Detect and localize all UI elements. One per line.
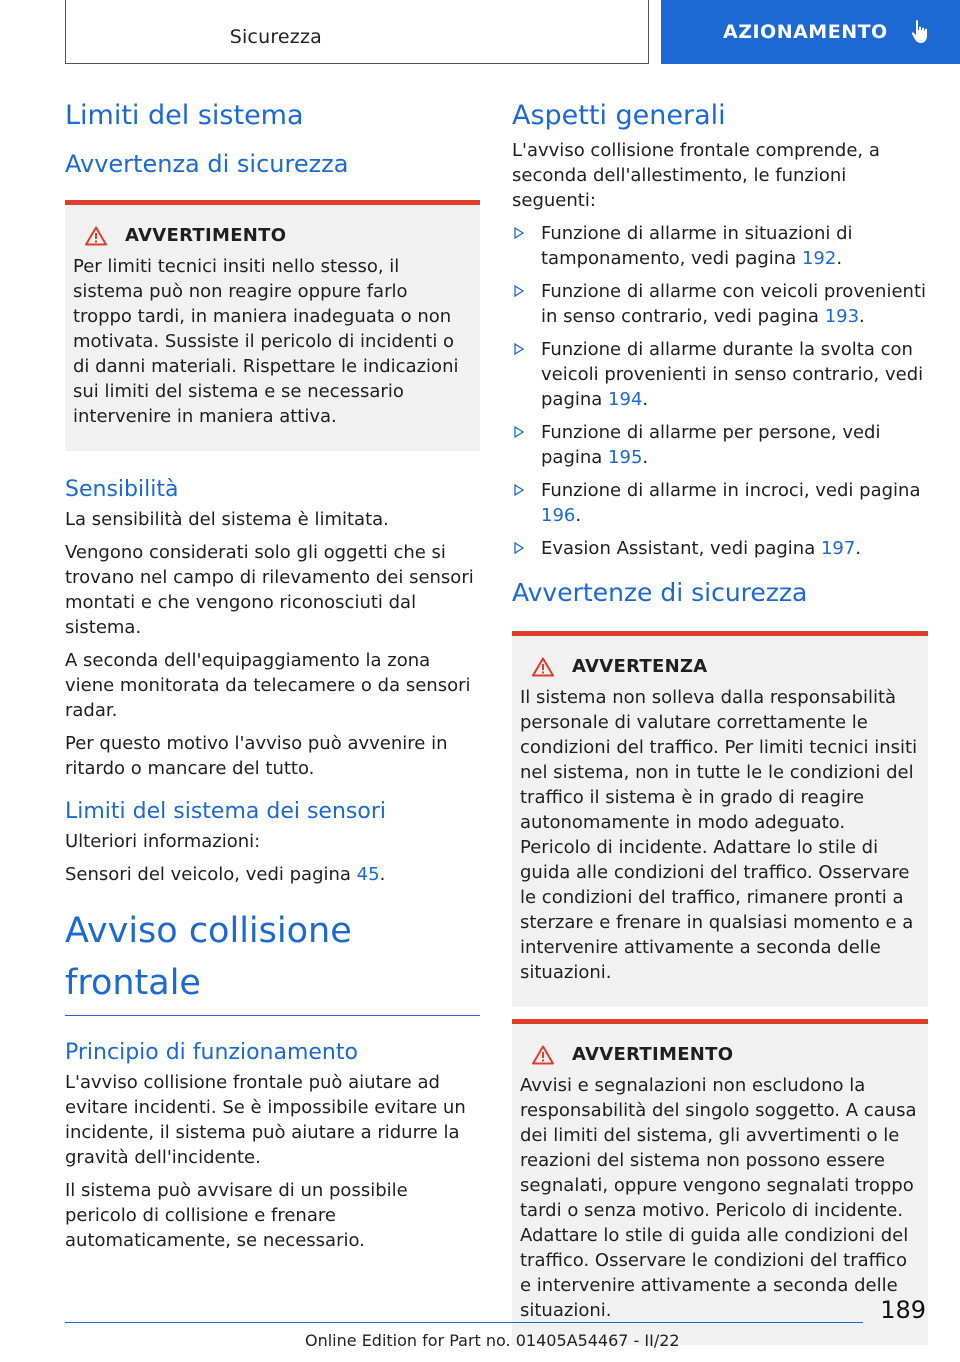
warning-box [512,1019,928,1345]
bullet-triangle-icon [514,343,524,355]
hand-pointer-icon [910,19,934,45]
list-item: Funzione di allarme in situazioni di tamponamento, vedi pagina 192. [512,221,928,271]
paragraph-sensors: Sensori del veicolo, vedi pagina 45. [65,864,386,885]
page-link-195[interactable]: 195 [608,447,643,468]
left-column [65,96,480,1261]
bullet-triangle-icon [514,426,524,438]
warning-text: Avvisi e segnalazioni non escludono la responsabilità del singolo soggetto. A causa dei limiti del sistema, gli avvertimenti o le reazioni del sistema non possono essere segnalati, oppure vengono segnalati troppo tardi o senza motivo. Pericolo di incidente. Adattare lo stile di guida alle condizioni del traffico. Osservare le condizioni del traffico e intervenire attivamente a seconda delle situazioni. [520,1075,917,1321]
warning-triangle-icon [85,226,107,246]
bullet-triangle-icon [514,285,524,297]
heading-frontal-collision: Avviso collisione frontale [65,905,480,1016]
warning-box [512,631,928,1007]
footer-divider [65,1322,863,1323]
paragraph: Per questo motivo l'avviso può avvenire in ritardo o mancare del tutto. [65,733,448,779]
heading-sensor-limits: Limiti del sistema dei sensori [65,799,386,824]
list-item: Funzione di allarme per persone, vedi pagina 195. [512,420,928,470]
warning-box [65,200,480,451]
paragraph: Ulteriori informazioni: [65,831,261,852]
bullet-triangle-icon [514,227,524,239]
function-list [512,221,928,561]
page-link-45[interactable]: 45 [356,864,380,885]
heading-safety-notes: Avvertenze di sicurezza [512,578,808,607]
warning-title: AVVERTENZA [572,656,708,677]
page-link-197[interactable]: 197 [820,538,856,559]
heading-system-limits: Limiti del sistema [65,100,304,131]
bullet-triangle-icon [514,542,524,554]
heading-sensitivity: Sensibilità [65,477,179,502]
paragraph: Il sistema può avvisare di un possibile pericolo di collisione e frenare automaticamente, se necessario. [65,1180,408,1251]
warning-triangle-icon [532,1045,554,1065]
page-link-194[interactable]: 194 [608,389,643,410]
list-item: Funzione di allarme in incroci, vedi pagina 196. [512,478,928,528]
list-item: Funzione di allarme con veicoli provenienti in senso contrario, vedi pagina 193. [512,279,928,329]
bullet-triangle-icon [514,484,524,496]
warning-title: AVVERTIMENTO [125,225,287,246]
warning-title: AVVERTIMENTO [572,1044,734,1065]
page-number: 189 [880,1296,926,1324]
page-link-196[interactable]: 196 [541,505,576,526]
list-item: Evasion Assistant, vedi pagina 197. [512,536,928,561]
heading-operating-principle: Principio di funzionamento [65,1040,358,1065]
paragraph: La sensibilità del sistema è limitata. [65,509,389,530]
warning-text: Per limiti tecnici insiti nello stesso, il sistema può non reagire oppure farlo troppo tardi, in maniera inadeguata o non motivata. Sussiste il pericolo di incidenti o di danni materiali. Rispettare le indicazioni sui limiti del sistema e se necessario intervenire in maniera attiva. [73,256,459,427]
list-item: Funzione di allarme durante la svolta con veicoli provenienti in senso contrario, vedi pagina 194. [512,337,928,412]
page-link-193[interactable]: 193 [824,306,860,327]
paragraph: L'avviso collisione frontale può aiutare ad evitare incidenti. Se è impossibile evitare un incidente, il sistema può aiutare a ridurre la gravità dell'incidente. [65,1072,466,1168]
tab-azionamento[interactable] [661,0,960,64]
paragraph: L'avviso collisione frontale comprende, a seconda dell'allestimento, le funzioni seguenti: [512,140,880,211]
page-link-192[interactable]: 192 [801,248,837,269]
warning-triangle-icon [532,657,554,677]
paragraph: A seconda dell'equipaggiamento la zona viene monitorata da telecamere o da sensori radar. [65,650,471,721]
section-title: Sicurezza [229,26,322,48]
tab-label: AZIONAMENTO [723,21,888,43]
warning-text: Il sistema non solleva dalla responsabilità personale di valutare correttamente le condizioni del traffico. Per limiti tecnici insiti nel sistema, non in tutte le le condizioni del traffico il sistema è in grado di reagire autonomamente in modo adeguato. Pericolo di incidente. Adattare lo stile di guida alle condizioni del traffico. Osservare le condizioni del traffico, rimanere pronti a sterzare e frenare in qualsiasi momento e a intervenire attivamente a seconda delle situazioni. [520,687,918,983]
footer-edition: Online Edition for Part no. 01405A54467 - II/22 [305,1331,680,1350]
paragraph: Vengono considerati solo gli oggetti che si trovano nel campo di rilevamento dei sensori montati e che vengono riconosciuti dal sistema. [65,542,474,638]
header-frame [65,0,649,64]
heading-safety-note: Avvertenza di sicurezza [65,150,349,178]
right-column [512,96,928,1345]
heading-general-aspects: Aspetti generali [512,100,726,131]
